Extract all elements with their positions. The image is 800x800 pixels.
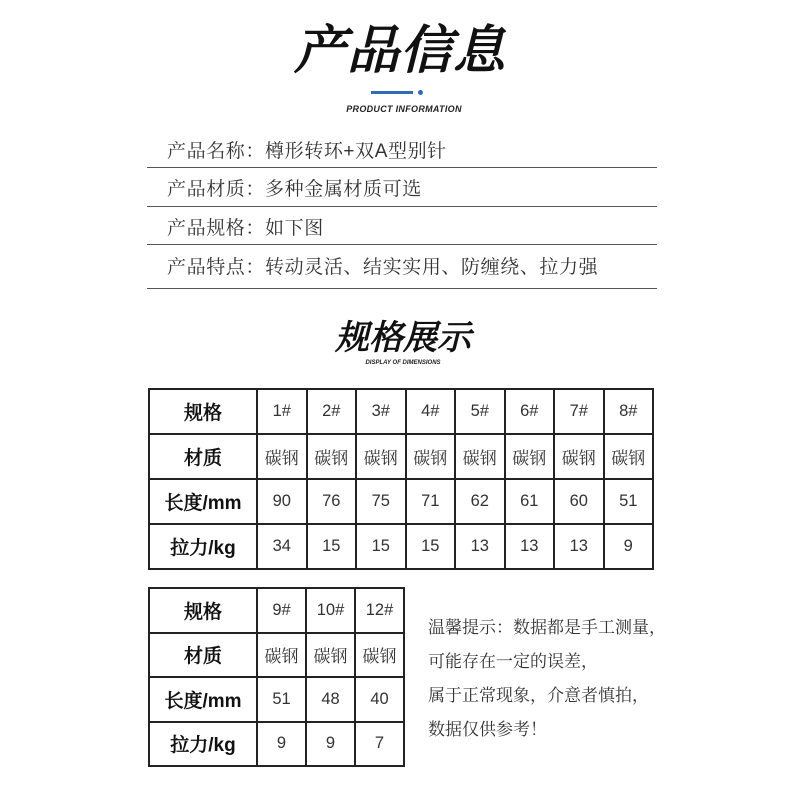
spec-title: 规格展示 [335,319,471,357]
title-accent-dot [418,90,423,95]
size-cell: 7# [554,389,604,434]
material-cell: 碳钢 [355,633,404,678]
info-divider [147,206,657,207]
tension-cell: 15 [307,524,357,569]
spec-subtitle: DISPLAY OF DIMENSIONS [365,360,441,366]
size-cell: 12# [355,588,404,633]
table-row [149,479,653,524]
info-label: 产品规格： [167,218,266,239]
table-row [149,722,404,767]
size-cell: 8# [604,389,654,434]
material-cell: 碳钢 [505,434,555,479]
length-row-label: 长度/mm [149,479,257,524]
tension-cell: 13 [505,524,555,569]
tension-cell: 9 [306,722,355,767]
table-row [149,677,404,722]
info-label: 产品名称： [167,141,266,162]
material-cell: 碳钢 [406,434,456,479]
length-cell: 62 [455,479,505,524]
size-cell: 1# [257,389,307,434]
material-cell: 碳钢 [307,434,357,479]
length-cell: 40 [355,677,404,722]
info-value: 转动灵活、结实实用、防缠绕、拉力强 [265,257,599,278]
table-row [149,588,404,633]
length-cell: 76 [307,479,357,524]
spec-table-2 [148,587,405,767]
size-cell: 5# [455,389,505,434]
material-cell: 碳钢 [356,434,406,479]
info-row-features [167,256,598,280]
length-cell: 51 [604,479,654,524]
tension-cell: 9 [257,722,306,767]
table-row [149,389,653,434]
note-line: 可能存在一定的误差， [428,652,598,671]
table-row [149,434,653,479]
tension-cell: 15 [356,524,406,569]
size-cell: 2# [307,389,357,434]
length-cell: 48 [306,677,355,722]
material-cell: 碳钢 [455,434,505,479]
length-cell: 51 [257,677,306,722]
tension-row-label: 拉力/kg [149,722,257,767]
tension-cell: 7 [355,722,404,767]
material-cell: 碳钢 [257,633,306,678]
table-row [149,524,653,569]
note-line: 属于正常现象，介意者慎拍， [428,686,649,705]
length-cell: 71 [406,479,456,524]
length-cell: 75 [356,479,406,524]
size-row-label: 规格 [149,588,257,633]
tension-cell: 34 [257,524,307,569]
info-row-material [167,178,422,202]
product-info-subtitle: PRODUCT INFORMATION [346,104,462,114]
tension-cell: 13 [455,524,505,569]
material-row-label: 材质 [149,434,257,479]
size-cell: 4# [406,389,456,434]
tension-cell: 9 [604,524,654,569]
material-cell: 碳钢 [604,434,654,479]
info-label: 产品材质： [167,179,266,200]
length-row-label: 长度/mm [149,677,257,722]
info-label: 产品特点： [167,257,266,278]
note-line: 数据仅供参考！ [428,720,547,739]
size-cell: 9# [257,588,306,633]
length-cell: 61 [505,479,555,524]
table-row [149,633,404,678]
length-cell: 60 [554,479,604,524]
info-value: 如下图 [265,218,324,239]
size-cell: 10# [306,588,355,633]
material-row-label: 材质 [149,633,257,678]
note-line: 温馨提示：数据都是手工测量， [428,618,666,637]
info-divider [147,167,657,168]
product-info-title: 产品信息 [293,22,506,80]
size-cell: 6# [505,389,555,434]
info-row-name [167,140,447,164]
info-divider [147,244,657,245]
size-cell: 3# [356,389,406,434]
material-cell: 碳钢 [554,434,604,479]
material-cell: 碳钢 [306,633,355,678]
tension-row-label: 拉力/kg [149,524,257,569]
info-row-spec [167,217,324,241]
material-cell: 碳钢 [257,434,307,479]
title-accent-bar [371,91,413,94]
spec-table-1 [148,388,654,570]
info-divider [147,288,657,289]
tension-cell: 15 [406,524,456,569]
length-cell: 90 [257,479,307,524]
info-value: 多种金属材质可选 [265,179,422,200]
tension-cell: 13 [554,524,604,569]
size-row-label: 规格 [149,389,257,434]
info-value: 樽形转环+双A型别针 [265,141,447,162]
